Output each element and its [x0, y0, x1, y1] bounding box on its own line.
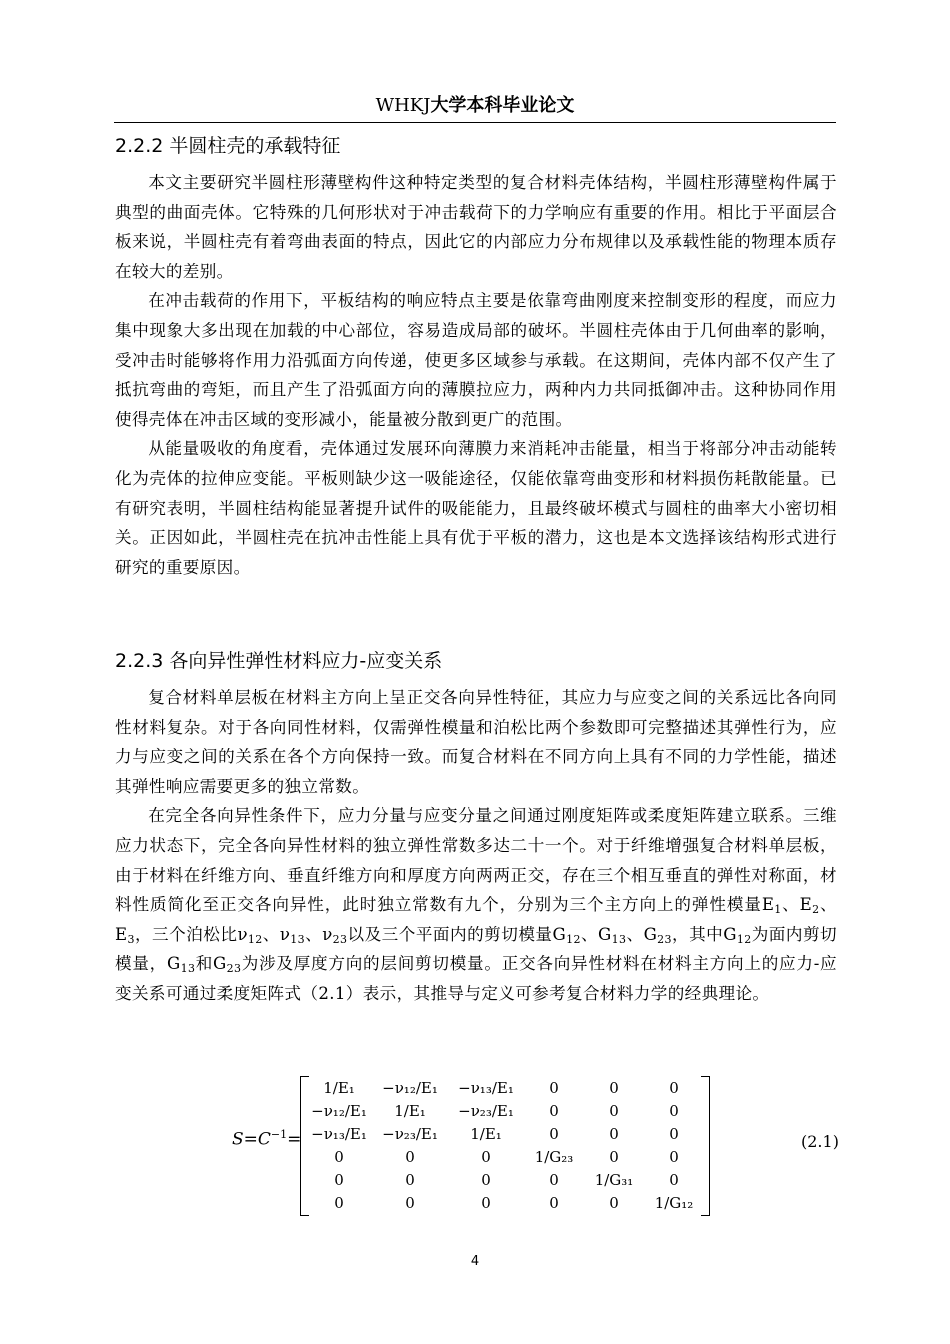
matrix-cell: 0	[334, 1170, 344, 1189]
matrix-cell: 1/E₁	[394, 1101, 426, 1120]
matrix-cell: 0	[609, 1078, 619, 1097]
matrix-row	[306, 1099, 704, 1122]
matrix-cell: 0	[669, 1124, 679, 1143]
matrix-cell: 1/E₁	[470, 1124, 502, 1143]
running-header	[0, 94, 950, 118]
matrix-cell: 0	[669, 1101, 679, 1120]
matrix-cell: 0	[669, 1078, 679, 1097]
matrix-cell: −ν₁₃/E₁	[458, 1078, 514, 1097]
paragraph: 复合材料单层板在材料主方向上呈正交各向异性特征，其应力与应变之间的关系远比各向同性材料复杂。对于各向同性材料，仅需弹性模量和泊松比两个参数即可完整描述其弹性行为，应力与应变之间的关系在各个方向保持一致。而复合材料在不同方向上具有不同的力学性能，描述其弹性响应需要更多的独立常数。	[115, 688, 837, 796]
paragraph: 在冲击载荷的作用下，平板结构的响应特点主要是依靠弯曲刚度来控制变形的程度，而应力集中现象大多出现在加载的中心部位，容易造成局部的破坏。半圆柱壳体由于几何曲率的影响，受冲击时能够将作用力沿弧面方向传递，使更多区域参与承载。在这期间，壳体内部不仅产生了抵抗弯曲的弯矩，而且产生了沿弧面方向的薄膜拉应力，两种内力共同抵御冲击。这种协同作用使得壳体在冲击区域的变形减小，能量被分散到更广的范围。	[115, 291, 837, 429]
matrix-cell: 0	[405, 1147, 415, 1166]
matrix-cell: −ν₁₂/E₁	[311, 1101, 367, 1120]
matrix-cell: 1/G₂₃	[534, 1147, 574, 1166]
matrix-cell: 0	[549, 1124, 559, 1143]
section-heading-2-2-2: 2.2.2 半圆柱壳的承载特征	[115, 135, 341, 157]
equation-number: (2.1)	[801, 1132, 839, 1151]
matrix-cell: 0	[549, 1101, 559, 1120]
matrix-cell: 0	[609, 1101, 619, 1120]
matrix-cell: −ν₂₃/E₁	[458, 1101, 514, 1120]
matrix-row	[306, 1145, 704, 1168]
equation-lhs: $S=C^{-1}=$	[232, 1128, 302, 1150]
matrix-cell: 0	[334, 1193, 344, 1212]
right-bracket	[701, 1076, 710, 1216]
matrix-cell: 0	[609, 1147, 619, 1166]
matrix-cell: −ν₁₂/E₁	[382, 1078, 438, 1097]
paragraph: 本文主要研究半圆柱形薄壁构件这种特定类型的复合材料壳体结构，半圆柱形薄壁构件属于典型的曲面壳体。它特殊的几何形状对于冲击载荷下的力学响应有重要的作用。相比于平面层合板来说，半圆柱壳有着弯曲表面的特点，因此它的内部应力分布规律以及承载性能的物理本质存在较大的差别。	[115, 173, 837, 281]
matrix-cell: 0	[549, 1170, 559, 1189]
matrix-cell: −ν₁₃/E₁	[311, 1124, 367, 1143]
matrix-cell: 0	[481, 1193, 491, 1212]
section-body-2-2-2	[115, 168, 837, 582]
matrix-cell: 0	[609, 1193, 619, 1212]
section-heading-2-2-3: 2.2.3 各向异性弹性材料应力-应变关系	[115, 650, 443, 672]
matrix-cell: −ν₂₃/E₁	[382, 1124, 438, 1143]
matrix-cell: 0	[609, 1124, 619, 1143]
section-body-2-2-3	[115, 683, 837, 1009]
matrix-cell: 0	[405, 1193, 415, 1212]
matrix-cell: 1/G₁₂	[654, 1193, 694, 1212]
compliance-matrix	[300, 1076, 710, 1214]
paragraph: 从能量吸收的角度看，壳体通过发展环向薄膜力来消耗冲击能量，相当于将部分冲击动能转化为壳体的拉伸应变能。平板则缺少这一吸能途径，仅能依靠弯曲变形和材料损伤耗散能量。已有研究表明，半圆柱结构能显著提升试件的吸能能力，且最终破坏模式与圆柱的曲率大小密切相关。正因如此，半圆柱壳在抗冲击性能上具有优于平板的潜力，这也是本文选择该结构形式进行研究的重要原因。	[115, 439, 837, 577]
matrix-cell: 0	[481, 1147, 491, 1166]
matrix-cell: 0	[405, 1170, 415, 1189]
matrix-cell: 0	[334, 1147, 344, 1166]
compliance-matrix-equation	[0, 1070, 950, 1218]
header-rule	[114, 122, 836, 123]
matrix-cell: 0	[669, 1147, 679, 1166]
header-chinese: 大学本科毕业论文	[430, 95, 575, 116]
matrix-cell: 0	[669, 1170, 679, 1189]
header-latin: WHKJ	[375, 95, 431, 116]
matrix-cell: 1/E₁	[323, 1078, 355, 1097]
matrix-cell: 0	[549, 1193, 559, 1212]
page-number: 4	[470, 1254, 480, 1269]
matrix-cell: 1/G₃₁	[594, 1170, 634, 1189]
matrix-table	[306, 1076, 704, 1214]
matrix-cell: 0	[481, 1170, 491, 1189]
matrix-row	[306, 1122, 704, 1145]
matrix-row	[306, 1168, 704, 1191]
paragraph-elastic-constants: 在完全各向异性条件下，应力分量与应变分量之间通过刚度矩阵或柔度矩阵建立联系。三维应力状态下，完全各向异性材料的独立弹性常数多达二十一个。对于纤维增强复合材料单层板，由于材料在纤维方向、垂直纤维方向和厚度方向两两正交，存在三个相互垂直的弹性对称面，材料性质简化至正交各向异性，此时独立常数有九个，分别为三个主方向上的弹性模量$E_1$、$E_2$、$E_3$，三个泊松比$\nu_{12}$、$\nu_{13}$、$\nu_{23}$以及三个平面内的剪切模量$G_{12}$、$G_{13}$、$G_{23}$，其中$G_{12}$为面内剪切模量，$G_{13}$和$G_{23}$为涉及厚度方向的层间剪切模量。正交各向异性材料在材料主方向上的应力-应变关系可通过柔度矩阵式（2.1）表示，其推导与定义可参考复合材料力学的经典理论。	[115, 806, 837, 1003]
matrix-cell: 0	[549, 1078, 559, 1097]
matrix-row	[306, 1076, 704, 1099]
matrix-row	[306, 1191, 704, 1214]
